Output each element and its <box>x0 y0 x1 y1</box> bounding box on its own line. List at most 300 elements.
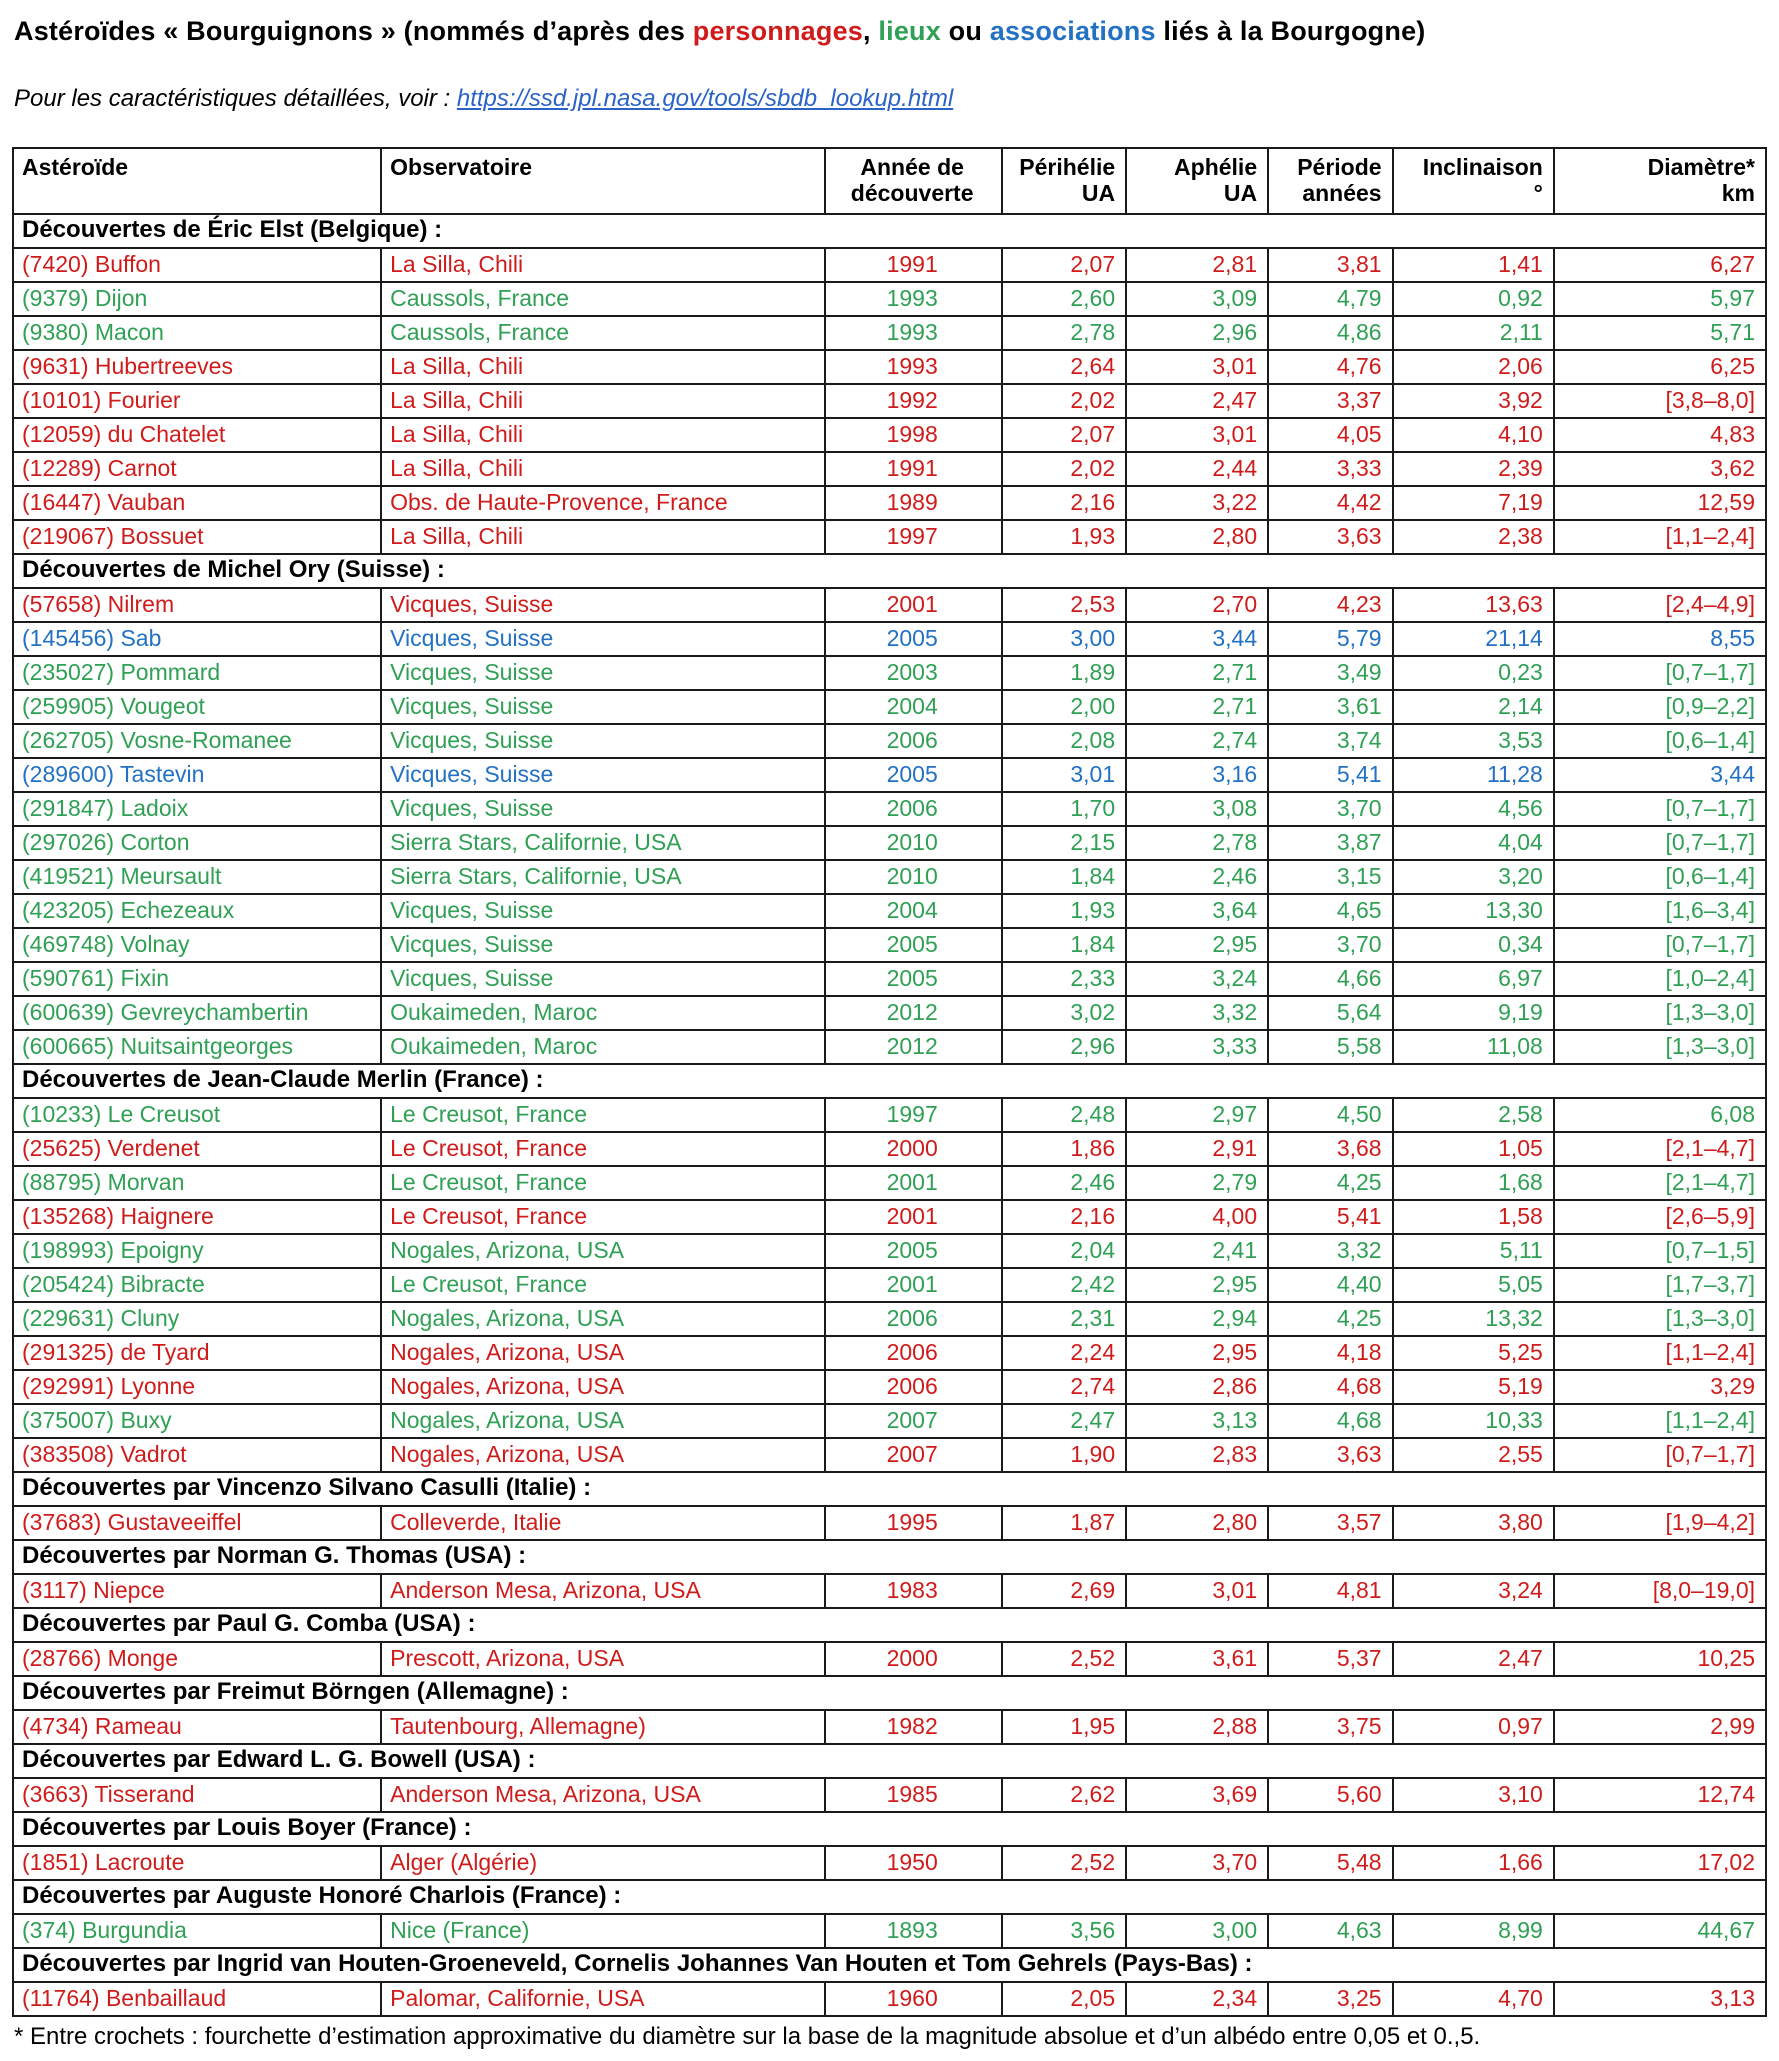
period-cell: 4,42 <box>1268 486 1392 520</box>
year-cell: 1893 <box>825 1914 1002 1948</box>
table-body <box>13 214 1766 2016</box>
asteroid-name-cell: (600639) Gevreychambertin <box>13 996 381 1030</box>
period-cell: 4,50 <box>1268 1098 1392 1132</box>
diameter-cell: 6,08 <box>1554 1098 1766 1132</box>
aphelion-cell: 3,44 <box>1126 622 1268 656</box>
table-row <box>13 1370 1766 1404</box>
asteroid-name-cell: (198993) Epoigny <box>13 1234 381 1268</box>
perihelion-cell: 2,52 <box>1002 1846 1126 1880</box>
aphelion-cell: 3,08 <box>1126 792 1268 826</box>
period-cell: 3,70 <box>1268 928 1392 962</box>
observatory-cell: Vicques, Suisse <box>381 928 825 962</box>
asteroid-name-cell: (16447) Vauban <box>13 486 381 520</box>
year-cell: 1991 <box>825 452 1002 486</box>
observatory-cell: Nogales, Arizona, USA <box>381 1404 825 1438</box>
perihelion-cell: 2,07 <box>1002 418 1126 452</box>
period-cell: 4,18 <box>1268 1336 1392 1370</box>
section-header-label: Découvertes de Éric Elst (Belgique) : <box>13 214 1766 248</box>
diameter-cell: 12,59 <box>1554 486 1766 520</box>
inclination-cell: 4,70 <box>1393 1982 1554 2016</box>
section-header-label: Découvertes par Norman G. Thomas (USA) : <box>13 1540 1766 1574</box>
year-cell: 1997 <box>825 1098 1002 1132</box>
col-header-periode: Période années <box>1268 148 1392 214</box>
inclination-cell: 1,66 <box>1393 1846 1554 1880</box>
footnote: * Entre crochets : fourchette d’estimation approximative du diamètre sur la base de la magnitude absolue et d’un albédo entre 0,05 et 0.,5. <box>14 2022 1481 2050</box>
year-cell: 2010 <box>825 860 1002 894</box>
inclination-cell: 1,05 <box>1393 1132 1554 1166</box>
perihelion-cell: 2,47 <box>1002 1404 1126 1438</box>
inclination-cell: 2,06 <box>1393 350 1554 384</box>
table-row <box>13 384 1766 418</box>
period-cell: 3,61 <box>1268 690 1392 724</box>
observatory-cell: Prescott, Arizona, USA <box>381 1642 825 1676</box>
section-header-row <box>13 1064 1766 1098</box>
perihelion-cell: 1,84 <box>1002 928 1126 962</box>
year-cell: 2005 <box>825 1234 1002 1268</box>
year-cell: 2001 <box>825 1166 1002 1200</box>
asteroid-name-cell: (9380) Macon <box>13 316 381 350</box>
year-cell: 2006 <box>825 1302 1002 1336</box>
inclination-cell: 6,97 <box>1393 962 1554 996</box>
observatory-cell: Anderson Mesa, Arizona, USA <box>381 1778 825 1812</box>
observatory-cell: Le Creusot, France <box>381 1132 825 1166</box>
perihelion-cell: 2,02 <box>1002 384 1126 418</box>
table-row <box>13 588 1766 622</box>
diameter-cell: [0,6–1,4] <box>1554 724 1766 758</box>
diameter-cell: [0,9–2,2] <box>1554 690 1766 724</box>
perihelion-cell: 2,62 <box>1002 1778 1126 1812</box>
aphelion-cell: 2,46 <box>1126 860 1268 894</box>
year-cell: 1993 <box>825 350 1002 384</box>
table-row <box>13 418 1766 452</box>
observatory-cell: Nogales, Arizona, USA <box>381 1336 825 1370</box>
observatory-cell: Vicques, Suisse <box>381 894 825 928</box>
aphelion-cell: 2,96 <box>1126 316 1268 350</box>
period-cell: 5,41 <box>1268 758 1392 792</box>
asteroid-name-cell: (383508) Vadrot <box>13 1438 381 1472</box>
year-cell: 1995 <box>825 1506 1002 1540</box>
section-header-row <box>13 1676 1766 1710</box>
perihelion-cell: 2,52 <box>1002 1642 1126 1676</box>
table-row <box>13 622 1766 656</box>
title-suffix: liés à la Bourgogne) <box>1155 16 1426 46</box>
year-cell: 2006 <box>825 1336 1002 1370</box>
diameter-cell: 5,71 <box>1554 316 1766 350</box>
diameter-cell: 12,74 <box>1554 1778 1766 1812</box>
aphelion-cell: 2,71 <box>1126 656 1268 690</box>
diameter-cell: [2,6–5,9] <box>1554 1200 1766 1234</box>
asteroid-name-cell: (37683) Gustaveeiffel <box>13 1506 381 1540</box>
diameter-cell: [3,8–8,0] <box>1554 384 1766 418</box>
table-row <box>13 1846 1766 1880</box>
period-cell: 4,79 <box>1268 282 1392 316</box>
table-row <box>13 1336 1766 1370</box>
period-cell: 3,63 <box>1268 520 1392 554</box>
table-row <box>13 1710 1766 1744</box>
inclination-cell: 2,11 <box>1393 316 1554 350</box>
year-cell: 2004 <box>825 690 1002 724</box>
asteroid-name-cell: (262705) Vosne-Romanee <box>13 724 381 758</box>
diameter-cell: 8,55 <box>1554 622 1766 656</box>
section-header-row <box>13 1608 1766 1642</box>
period-cell: 3,68 <box>1268 1132 1392 1166</box>
period-cell: 3,81 <box>1268 248 1392 282</box>
table-row <box>13 1404 1766 1438</box>
diameter-cell: 3,62 <box>1554 452 1766 486</box>
table-row <box>13 1438 1766 1472</box>
year-cell: 2007 <box>825 1438 1002 1472</box>
inclination-cell: 2,55 <box>1393 1438 1554 1472</box>
inclination-cell: 2,58 <box>1393 1098 1554 1132</box>
period-cell: 3,74 <box>1268 724 1392 758</box>
period-cell: 4,66 <box>1268 962 1392 996</box>
aphelion-cell: 3,01 <box>1126 350 1268 384</box>
year-cell: 2007 <box>825 1404 1002 1438</box>
asteroid-name-cell: (235027) Pommard <box>13 656 381 690</box>
observatory-cell: Vicques, Suisse <box>381 690 825 724</box>
asteroid-name-cell: (219067) Bossuet <box>13 520 381 554</box>
table-row <box>13 928 1766 962</box>
period-cell: 5,37 <box>1268 1642 1392 1676</box>
observatory-cell: Caussols, France <box>381 282 825 316</box>
aphelion-cell: 2,79 <box>1126 1166 1268 1200</box>
aphelion-cell: 3,22 <box>1126 486 1268 520</box>
aphelion-cell: 2,83 <box>1126 1438 1268 1472</box>
aphelion-cell: 3,01 <box>1126 418 1268 452</box>
period-cell: 5,79 <box>1268 622 1392 656</box>
observatory-cell: Vicques, Suisse <box>381 622 825 656</box>
section-header-row <box>13 554 1766 588</box>
period-cell: 3,15 <box>1268 860 1392 894</box>
table-row <box>13 1642 1766 1676</box>
diameter-cell: 3,29 <box>1554 1370 1766 1404</box>
aphelion-cell: 3,09 <box>1126 282 1268 316</box>
diameter-cell: [2,1–4,7] <box>1554 1166 1766 1200</box>
year-cell: 2001 <box>825 1268 1002 1302</box>
inclination-cell: 0,23 <box>1393 656 1554 690</box>
inclination-cell: 3,20 <box>1393 860 1554 894</box>
year-cell: 2004 <box>825 894 1002 928</box>
perihelion-cell: 2,48 <box>1002 1098 1126 1132</box>
year-cell: 2005 <box>825 962 1002 996</box>
asteroid-name-cell: (375007) Buxy <box>13 1404 381 1438</box>
observatory-cell: Anderson Mesa, Arizona, USA <box>381 1574 825 1608</box>
inclination-cell: 13,32 <box>1393 1302 1554 1336</box>
section-header-label: Découvertes par Freimut Börngen (Allemagne) : <box>13 1676 1766 1710</box>
perihelion-cell: 2,05 <box>1002 1982 1126 2016</box>
inclination-cell: 3,53 <box>1393 724 1554 758</box>
section-header-label: Découvertes par Paul G. Comba (USA) : <box>13 1608 1766 1642</box>
observatory-cell: Vicques, Suisse <box>381 962 825 996</box>
diameter-cell: 6,27 <box>1554 248 1766 282</box>
year-cell: 1992 <box>825 384 1002 418</box>
section-header-label: Découvertes par Edward L. G. Bowell (USA) : <box>13 1744 1766 1778</box>
inclination-cell: 4,10 <box>1393 418 1554 452</box>
aphelion-cell: 3,32 <box>1126 996 1268 1030</box>
observatory-cell: La Silla, Chili <box>381 350 825 384</box>
diameter-cell: [1,1–2,4] <box>1554 520 1766 554</box>
diameter-cell: [2,4–4,9] <box>1554 588 1766 622</box>
perihelion-cell: 1,93 <box>1002 894 1126 928</box>
aphelion-cell: 3,33 <box>1126 1030 1268 1064</box>
asteroid-name-cell: (292991) Lyonne <box>13 1370 381 1404</box>
diameter-cell: [0,7–1,7] <box>1554 1438 1766 1472</box>
asteroid-name-cell: (289600) Tastevin <box>13 758 381 792</box>
inclination-cell: 11,08 <box>1393 1030 1554 1064</box>
inclination-cell: 3,10 <box>1393 1778 1554 1812</box>
period-cell: 4,81 <box>1268 1574 1392 1608</box>
asteroid-name-cell: (9631) Hubertreeves <box>13 350 381 384</box>
period-cell: 4,65 <box>1268 894 1392 928</box>
diameter-cell: 5,97 <box>1554 282 1766 316</box>
asteroid-name-cell: (600665) Nuitsaintgeorges <box>13 1030 381 1064</box>
aphelion-cell: 2,81 <box>1126 248 1268 282</box>
aphelion-cell: 2,86 <box>1126 1370 1268 1404</box>
table-header <box>13 148 1766 214</box>
asteroid-name-cell: (1851) Lacroute <box>13 1846 381 1880</box>
asteroid-name-cell: (259905) Vougeot <box>13 690 381 724</box>
perihelion-cell: 2,00 <box>1002 690 1126 724</box>
inclination-cell: 21,14 <box>1393 622 1554 656</box>
period-cell: 4,86 <box>1268 316 1392 350</box>
perihelion-cell: 2,04 <box>1002 1234 1126 1268</box>
aphelion-cell: 3,61 <box>1126 1642 1268 1676</box>
observatory-cell: Sierra Stars, Californie, USA <box>381 826 825 860</box>
table-row <box>13 350 1766 384</box>
observatory-cell: Vicques, Suisse <box>381 758 825 792</box>
table-row <box>13 1268 1766 1302</box>
diameter-cell: [1,3–3,0] <box>1554 996 1766 1030</box>
asteroid-name-cell: (205424) Bibracte <box>13 1268 381 1302</box>
diameter-cell: [0,7–1,7] <box>1554 928 1766 962</box>
sbdb-lookup-link[interactable]: https://ssd.jpl.nasa.gov/tools/sbdb_lookup.html <box>456 85 954 112</box>
col-header-diametre: Diamètre* km <box>1554 148 1766 214</box>
section-header-row <box>13 1880 1766 1914</box>
diameter-cell: 6,25 <box>1554 350 1766 384</box>
period-cell: 3,70 <box>1268 792 1392 826</box>
page-title <box>14 16 1767 47</box>
year-cell: 2006 <box>825 724 1002 758</box>
observatory-cell: La Silla, Chili <box>381 520 825 554</box>
period-cell: 3,32 <box>1268 1234 1392 1268</box>
perihelion-cell: 2,33 <box>1002 962 1126 996</box>
diameter-cell: [0,7–1,7] <box>1554 792 1766 826</box>
title-prefix: Astéroïdes « Bourguignons » (nommés d’après des <box>14 16 693 46</box>
inclination-cell: 0,92 <box>1393 282 1554 316</box>
period-cell: 3,87 <box>1268 826 1392 860</box>
section-header-label: Découvertes par Louis Boyer (France) : <box>13 1812 1766 1846</box>
period-cell: 3,57 <box>1268 1506 1392 1540</box>
diameter-cell: [2,1–4,7] <box>1554 1132 1766 1166</box>
aphelion-cell: 2,41 <box>1126 1234 1268 1268</box>
diameter-cell: 44,67 <box>1554 1914 1766 1948</box>
aphelion-cell: 2,95 <box>1126 928 1268 962</box>
perihelion-cell: 2,78 <box>1002 316 1126 350</box>
aphelion-cell: 3,70 <box>1126 1846 1268 1880</box>
aphelion-cell: 2,80 <box>1126 520 1268 554</box>
aphelion-cell: 4,00 <box>1126 1200 1268 1234</box>
observatory-cell: Obs. de Haute-Provence, France <box>381 486 825 520</box>
period-cell: 4,40 <box>1268 1268 1392 1302</box>
table-row <box>13 1166 1766 1200</box>
asteroid-name-cell: (423205) Echezeaux <box>13 894 381 928</box>
diameter-cell: [1,1–2,4] <box>1554 1336 1766 1370</box>
col-header-observatoire: Observatoire <box>381 148 825 214</box>
col-header-asteroide: Astéroïde <box>13 148 381 214</box>
inclination-cell: 2,38 <box>1393 520 1554 554</box>
period-cell: 5,60 <box>1268 1778 1392 1812</box>
inclination-cell: 1,58 <box>1393 1200 1554 1234</box>
inclination-cell: 0,34 <box>1393 928 1554 962</box>
subtitle-label: Pour les caractéristiques détaillées, voir : <box>14 85 457 112</box>
inclination-cell: 10,33 <box>1393 1404 1554 1438</box>
perihelion-cell: 1,87 <box>1002 1506 1126 1540</box>
inclination-cell: 1,41 <box>1393 248 1554 282</box>
perihelion-cell: 1,86 <box>1002 1132 1126 1166</box>
inclination-cell: 13,63 <box>1393 588 1554 622</box>
perihelion-cell: 1,84 <box>1002 860 1126 894</box>
table-row <box>13 690 1766 724</box>
asteroid-name-cell: (12059) du Chatelet <box>13 418 381 452</box>
diameter-cell: 4,83 <box>1554 418 1766 452</box>
year-cell: 1989 <box>825 486 1002 520</box>
asteroid-name-cell: (9379) Dijon <box>13 282 381 316</box>
perihelion-cell: 1,89 <box>1002 656 1126 690</box>
observatory-cell: Le Creusot, France <box>381 1200 825 1234</box>
asteroid-name-cell: (297026) Corton <box>13 826 381 860</box>
title-word-lieux: lieux <box>878 16 941 46</box>
title-sep2: ou <box>940 16 990 46</box>
perihelion-cell: 2,16 <box>1002 1200 1126 1234</box>
asteroid-name-cell: (4734) Rameau <box>13 1710 381 1744</box>
inclination-cell: 11,28 <box>1393 758 1554 792</box>
asteroid-name-cell: (419521) Meursault <box>13 860 381 894</box>
year-cell: 1993 <box>825 316 1002 350</box>
diameter-cell: 10,25 <box>1554 1642 1766 1676</box>
inclination-cell: 3,80 <box>1393 1506 1554 1540</box>
observatory-cell: Nice (France) <box>381 1914 825 1948</box>
period-cell: 5,48 <box>1268 1846 1392 1880</box>
observatory-cell: Tautenbourg, Allemagne) <box>381 1710 825 1744</box>
diameter-cell: [1,6–3,4] <box>1554 894 1766 928</box>
perihelion-cell: 2,46 <box>1002 1166 1126 1200</box>
perihelion-cell: 3,56 <box>1002 1914 1126 1948</box>
table-row <box>13 486 1766 520</box>
year-cell: 1985 <box>825 1778 1002 1812</box>
aphelion-cell: 3,64 <box>1126 894 1268 928</box>
diameter-cell: [1,3–3,0] <box>1554 1030 1766 1064</box>
inclination-cell: 1,68 <box>1393 1166 1554 1200</box>
period-cell: 3,75 <box>1268 1710 1392 1744</box>
diameter-cell: [0,7–1,7] <box>1554 656 1766 690</box>
section-header-label: Découvertes de Michel Ory (Suisse) : <box>13 554 1766 588</box>
observatory-cell: La Silla, Chili <box>381 384 825 418</box>
period-cell: 4,63 <box>1268 1914 1392 1948</box>
year-cell: 1950 <box>825 1846 1002 1880</box>
period-cell: 3,63 <box>1268 1438 1392 1472</box>
period-cell: 3,49 <box>1268 656 1392 690</box>
year-cell: 1993 <box>825 282 1002 316</box>
observatory-cell: Le Creusot, France <box>381 1268 825 1302</box>
asteroid-name-cell: (590761) Fixin <box>13 962 381 996</box>
asteroid-name-cell: (291325) de Tyard <box>13 1336 381 1370</box>
table-row <box>13 1506 1766 1540</box>
diameter-cell: [1,9–4,2] <box>1554 1506 1766 1540</box>
year-cell: 2012 <box>825 996 1002 1030</box>
perihelion-cell: 2,53 <box>1002 588 1126 622</box>
inclination-cell: 7,19 <box>1393 486 1554 520</box>
aphelion-cell: 2,95 <box>1126 1268 1268 1302</box>
observatory-cell: Vicques, Suisse <box>381 792 825 826</box>
subtitle <box>14 85 1767 113</box>
col-header-annee: Année de découverte <box>825 148 1002 214</box>
inclination-cell: 2,39 <box>1393 452 1554 486</box>
table-row <box>13 452 1766 486</box>
asteroid-name-cell: (374) Burgundia <box>13 1914 381 1948</box>
year-cell: 2005 <box>825 928 1002 962</box>
perihelion-cell: 1,95 <box>1002 1710 1126 1744</box>
asteroid-name-cell: (135268) Haignere <box>13 1200 381 1234</box>
asteroid-name-cell: (11764) Benbaillaud <box>13 1982 381 2016</box>
year-cell: 2001 <box>825 1200 1002 1234</box>
table-row <box>13 1030 1766 1064</box>
header-row <box>13 148 1766 214</box>
diameter-cell: [0,6–1,4] <box>1554 860 1766 894</box>
year-cell: 1983 <box>825 1574 1002 1608</box>
aphelion-cell: 2,94 <box>1126 1302 1268 1336</box>
period-cell: 3,25 <box>1268 1982 1392 2016</box>
year-cell: 2006 <box>825 792 1002 826</box>
table-row <box>13 1914 1766 1948</box>
observatory-cell: Oukaimeden, Maroc <box>381 996 825 1030</box>
asteroid-name-cell: (7420) Buffon <box>13 248 381 282</box>
period-cell: 4,05 <box>1268 418 1392 452</box>
perihelion-cell: 3,01 <box>1002 758 1126 792</box>
aphelion-cell: 3,16 <box>1126 758 1268 792</box>
table-row <box>13 1982 1766 2016</box>
aphelion-cell: 2,91 <box>1126 1132 1268 1166</box>
year-cell: 2003 <box>825 656 1002 690</box>
perihelion-cell: 3,02 <box>1002 996 1126 1030</box>
aphelion-cell: 2,88 <box>1126 1710 1268 1744</box>
aphelion-cell: 2,97 <box>1126 1098 1268 1132</box>
diameter-cell: 2,99 <box>1554 1710 1766 1744</box>
year-cell: 1982 <box>825 1710 1002 1744</box>
asteroid-name-cell: (291847) Ladoix <box>13 792 381 826</box>
period-cell: 4,25 <box>1268 1166 1392 1200</box>
period-cell: 5,41 <box>1268 1200 1392 1234</box>
table-row <box>13 724 1766 758</box>
perihelion-cell: 2,64 <box>1002 350 1126 384</box>
diameter-cell: 17,02 <box>1554 1846 1766 1880</box>
observatory-cell: Le Creusot, France <box>381 1098 825 1132</box>
aphelion-cell: 2,47 <box>1126 384 1268 418</box>
table-row <box>13 1098 1766 1132</box>
perihelion-cell: 2,74 <box>1002 1370 1126 1404</box>
year-cell: 2000 <box>825 1642 1002 1676</box>
asteroid-name-cell: (3663) Tisserand <box>13 1778 381 1812</box>
table-row <box>13 520 1766 554</box>
table-row <box>13 248 1766 282</box>
observatory-cell: Oukaimeden, Maroc <box>381 1030 825 1064</box>
section-header-label: Découvertes par Auguste Honoré Charlois (France) : <box>13 1880 1766 1914</box>
table-row <box>13 316 1766 350</box>
col-header-inclinaison: Inclinaison ° <box>1393 148 1554 214</box>
year-cell: 2006 <box>825 1370 1002 1404</box>
year-cell: 1960 <box>825 1982 1002 2016</box>
section-header-label: Découvertes par Ingrid van Houten-Groeneveld, Cornelis Johannes Van Houten et Tom Gehrels (Pays-Bas) : <box>13 1948 1766 1982</box>
inclination-cell: 4,56 <box>1393 792 1554 826</box>
